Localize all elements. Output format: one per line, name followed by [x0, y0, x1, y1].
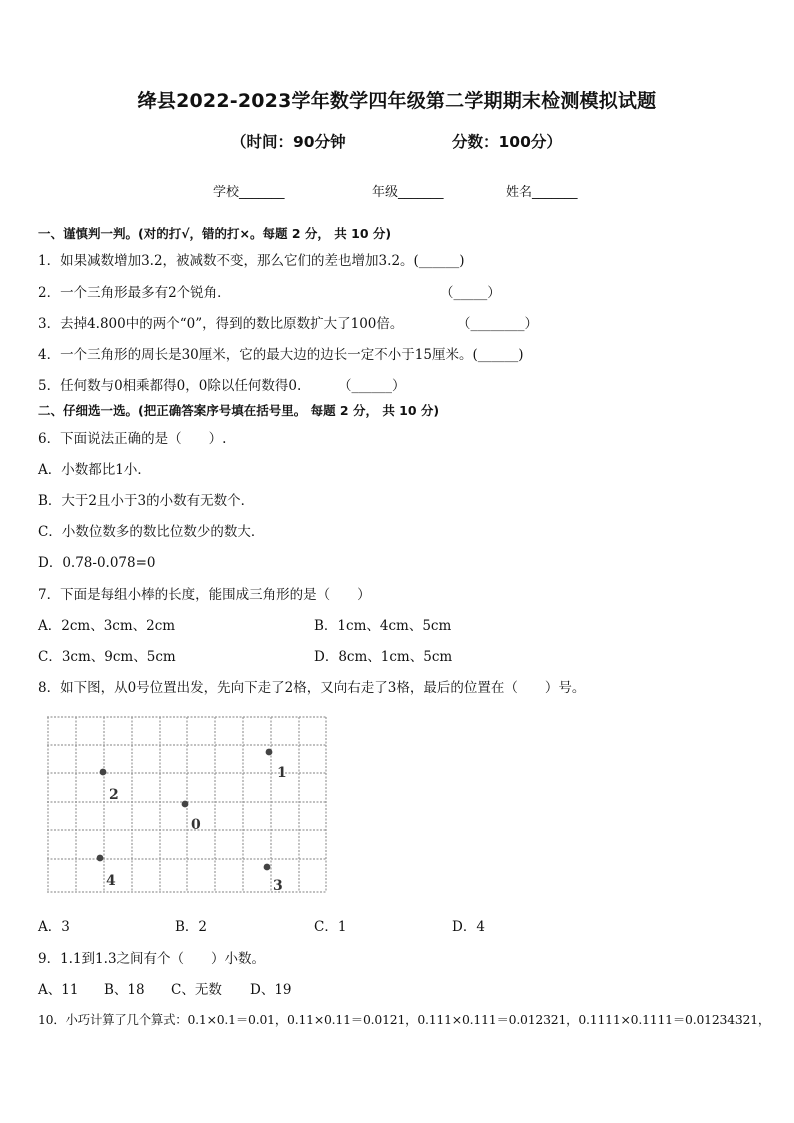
question-2-answer: （_____）	[440, 285, 501, 301]
question-9-option-a: A、11	[38, 982, 79, 998]
question-7-option-d: D．8cm、1cm、5cm	[314, 649, 453, 665]
question-5-text: 5．任何数与0相乘都得0，0除以任何数得0.	[38, 378, 302, 394]
grid-point-2	[100, 769, 107, 776]
question-8-option-c: C．1	[314, 919, 347, 935]
question-9-stem: 9．1.1到1.3之间有个（ ）小数。	[38, 951, 266, 967]
question-2-text: 2．一个三角形最多有2个锐角．	[38, 285, 231, 301]
grid-label-2: 2	[109, 787, 119, 803]
question-4-answer: (______)	[472, 347, 524, 363]
question-5-answer: （______）	[338, 378, 406, 394]
question-4	[38, 343, 524, 363]
page-title: 绛县2022-2023学年数学四年级第二学期期末检测模拟试题	[137, 90, 657, 112]
question-7-option-b: B．1cm、4cm、5cm	[314, 618, 452, 634]
grid-label-0: 0	[191, 817, 201, 833]
question-8-option-d: D．4	[452, 919, 485, 935]
school-field: 学校_______	[213, 185, 285, 200]
question-1-answer: (______)	[413, 253, 465, 269]
question-9-option-d: D、19	[250, 982, 292, 998]
question-6-option-b: B．大于2且小于3的小数有无数个．	[38, 493, 255, 509]
question-4-text: 4．一个三角形的周长是30厘米，它的最大边的边长一定不小于15厘米。	[38, 347, 473, 363]
grid-label-4: 4	[106, 873, 116, 889]
question-1-text: 1．如果减数增加3.2，被减数不变，那么它们的差也增加3.2。	[38, 253, 414, 269]
question-10-stem: 10．小巧计算了几个算式：0.1×0.1＝0.01，0.11×0.11＝0.0121，0.111×0.111＝0.012321，0.1111×0.1111＝0.01234321，	[38, 1012, 771, 1027]
question-1	[38, 249, 465, 269]
name-field: 姓名_______	[506, 185, 578, 200]
question-3-answer: （________）	[457, 316, 538, 332]
grade-field: 年级_______	[372, 185, 444, 200]
question-7-stem: 7．下面是每组小棒的长度，能围成三角形的是（ ）	[38, 587, 371, 603]
question-6-option-d: D．0.78-0.078=0	[38, 555, 156, 571]
exam-time: （时间：90分钟	[231, 133, 346, 151]
question-9-option-b: B、18	[104, 982, 145, 998]
question-7-option-a: A．2cm、3cm、2cm	[38, 618, 176, 634]
question-6-option-a: A．小数都比1小．	[38, 462, 151, 478]
question-8-stem: 8．如下图，从0号位置出发，先向下走了2格，又向右走了3格，最后的位置在（ ）号。	[38, 680, 586, 696]
grid-point-4	[97, 855, 104, 862]
grid-point-3	[264, 864, 271, 871]
question-8-option-a: A．3	[38, 919, 70, 935]
grid-point-1	[266, 749, 273, 756]
question-3-text: 3．去掉4.800中的两个“0”，得到的数比原数扩大了100倍。	[38, 316, 404, 332]
exam-score: 分数：100分）	[452, 133, 562, 151]
question-6-option-c: C．小数位数多的数比位数少的数大．	[38, 524, 265, 540]
grid-label-3: 3	[273, 878, 283, 894]
question-6-stem: 6．下面说法正确的是（ ）.	[38, 431, 227, 447]
question-8-option-b: B．2	[175, 919, 208, 935]
question-7-option-c: C．3cm、9cm、5cm	[38, 649, 176, 665]
section1-heading: 一、谨慎判一判。(对的打√，错的打×。每题 2 分， 共 10 分)	[38, 226, 392, 241]
question-9-option-c: C、无数	[171, 982, 222, 998]
section2-heading: 二、仔细选一选。(把正确答案序号填在括号里。 每题 2 分， 共 10 分)	[38, 403, 440, 418]
position-grid-figure	[45, 714, 329, 896]
position-grid	[45, 714, 329, 896]
grid-point-0	[182, 801, 189, 808]
grid-label-1: 1	[277, 765, 287, 781]
